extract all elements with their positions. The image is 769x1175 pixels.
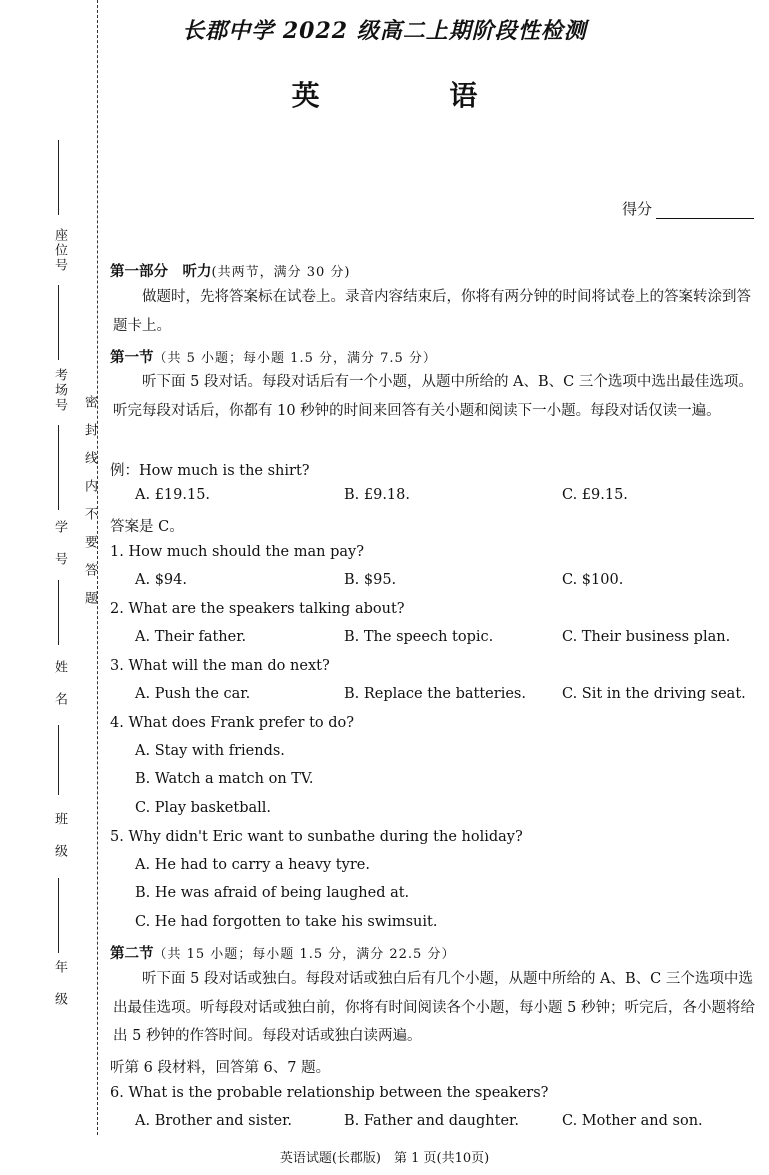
q6-option-a: A. Brother and sister. [135, 1113, 293, 1129]
section1-heading-note: （共 5 小题；每小题 1.5 分，满分 7.5 分） [153, 351, 437, 366]
exam-room-blank [58, 285, 59, 360]
question-4: 4. What does Frank prefer to do? [110, 715, 355, 731]
q1-option-a: A. $94. [135, 572, 187, 588]
seat-number-blank [58, 140, 59, 215]
seal-warning: 密封线内不要答题 [82, 395, 97, 619]
name-label: 姓 名 [52, 660, 67, 707]
q1-option-b: B. $95. [344, 572, 397, 588]
class-label: 班 级 [52, 812, 67, 859]
page-footer: 英语试题(长郡版) 第 1 页(共10页) [279, 1151, 490, 1166]
material-note: 听第 6 段材料，回答第 6、7 题。 [110, 1060, 331, 1076]
q1-option-c: C. $100. [562, 572, 624, 588]
section1-heading: 第一节 [110, 350, 154, 366]
exam-title: 长郡中学 2022 级高二上期阶段性检测 [182, 18, 587, 44]
seat-number-label: 座位号 [52, 228, 67, 273]
q2-option-b: B. The speech topic. [344, 629, 494, 645]
q4-option-a: A. Stay with friends. [135, 743, 285, 759]
section2-heading-row [110, 942, 455, 963]
grade-label: 年 级 [52, 960, 67, 1007]
name-blank [58, 580, 59, 645]
example-option-c: C. £9.15. [562, 487, 628, 503]
q3-option-a: A. Push the car. [135, 686, 251, 702]
q3-option-c: C. Sit in the driving seat. [562, 686, 746, 702]
score-field [622, 198, 754, 219]
question-1: 1. How much should the man pay? [110, 544, 364, 560]
q5-option-a: A. He had to carry a heavy tyre. [135, 857, 370, 873]
q5-option-b: B. He was afraid of being laughed at. [135, 885, 410, 901]
question-2: 2. What are the speakers talking about? [110, 601, 405, 617]
example-option-a: A. £19.15. [135, 487, 211, 503]
part1-heading-row [110, 260, 350, 281]
q2-option-a: A. Their father. [135, 629, 247, 645]
part1-heading: 第一部分 听力 [110, 264, 212, 280]
subject-title: 英 语 [291, 79, 538, 112]
q4-option-c: C. Play basketball. [135, 800, 272, 816]
part1-heading-note: (共两节，满分 30 分) [211, 265, 351, 280]
question-6: 6. What is the probable relationship between the speakers? [110, 1085, 549, 1101]
question-3: 3. What will the man do next? [110, 658, 330, 674]
student-id-blank [58, 425, 59, 510]
student-id-label: 学 号 [52, 520, 67, 567]
section2-heading: 第二节 [110, 946, 154, 962]
class-blank [58, 725, 59, 795]
example-option-b: B. £9.18. [344, 487, 410, 503]
q6-option-b: B. Father and daughter. [344, 1113, 519, 1129]
section1-instructions: 听下面 5 段对话。每段对话后有一个小题，从题中所给的 A、B、C 三个选项中选出最佳选项。听完每段对话后，你都有 10 秒钟的时间来回答有关小题和阅读下一小题。每段对话仅读一遍。 [113, 374, 753, 419]
q6-option-c: C. Mother and son. [562, 1113, 703, 1129]
section2-instructions: 听下面 5 段对话或独白。每段对话或独白后有几个小题，从题中所给的 A、B、C 三个选项中选出最佳选项。听每段对话或独白前，你将有时间阅读各个小题，每小题 5 秒钟；听完后，各小题将给出 5 秒钟的作答时间。每段对话或独白读两遍。 [113, 971, 755, 1044]
question-5: 5. Why didn't Eric want to sunbathe during the holiday? [110, 829, 523, 845]
section1-heading-row [110, 346, 437, 367]
score-label: 得分 [622, 200, 653, 218]
q2-option-c: C. Their business plan. [562, 629, 731, 645]
part1-instructions: 做题时，先将答案标在试卷上。录音内容结束后，你将有两分钟的时间将试卷上的答案转涂到答题卡上。 [113, 289, 751, 334]
q3-option-b: B. Replace the batteries. [344, 686, 526, 702]
example-answer: 答案是 C。 [110, 519, 184, 535]
exam-room-label: 考场号 [52, 368, 67, 413]
q5-option-c: C. He had forgotten to take his swimsuit. [135, 914, 438, 930]
q4-option-b: B. Watch a match on TV. [135, 771, 314, 787]
grade-blank [58, 878, 59, 953]
section2-heading-note: （共 15 小题；每小题 1.5 分，满分 22.5 分） [153, 947, 456, 962]
example-question: 例：How much is the shirt? [110, 463, 310, 479]
score-blank [656, 204, 754, 219]
